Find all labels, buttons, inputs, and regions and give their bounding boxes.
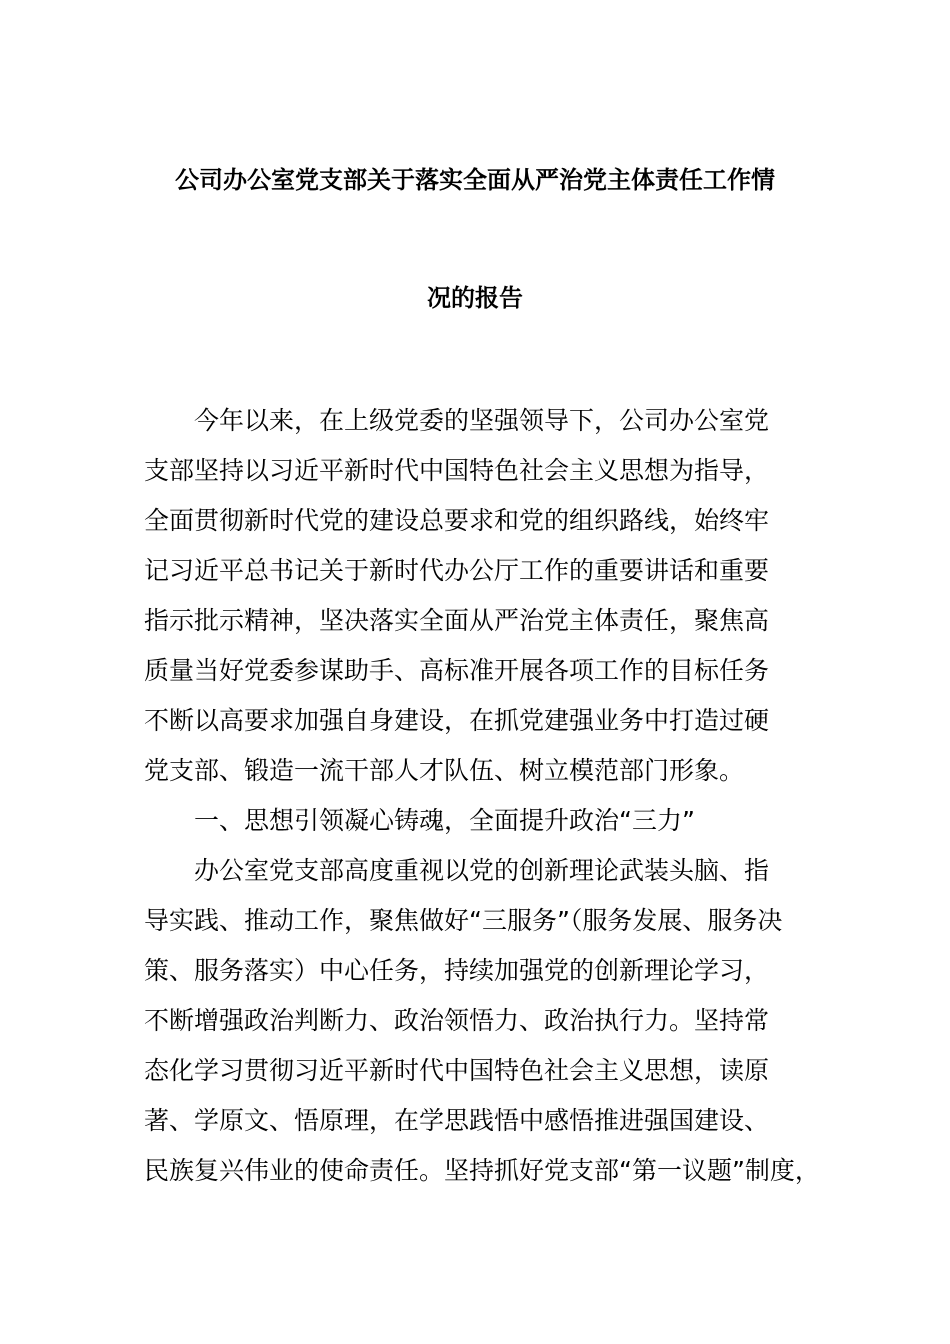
body-text-line: 全面贯彻新时代党的建设总要求和党的组织路线，始终牢 bbox=[144, 506, 770, 535]
body-text-line: 策、服务落实）中心任务，持续加强党的创新理论学习， bbox=[144, 956, 770, 985]
body-text-line: 民族复兴伟业的使命责任。坚持抓好党支部“第一议题”制度， bbox=[144, 1156, 820, 1185]
body-text-line: 导实践、推动工作，聚焦做好“三服务”（服务发展、服务决 bbox=[144, 906, 783, 935]
body-text-line: 办公室党支部高度重视以党的创新理论武装头脑、指 bbox=[144, 856, 770, 885]
body-text-line: 态化学习贯彻习近平新时代中国特色社会主义思想，读原 bbox=[144, 1056, 770, 1085]
body-text-line: 质量当好党委参谋助手、高标准开展各项工作的目标任务 bbox=[144, 656, 770, 685]
body-text-line: 指示批示精神，坚决落实全面从严治党主体责任，聚焦高 bbox=[144, 606, 770, 635]
body-text-line: 不断增强政治判断力、政治领悟力、政治执行力。坚持常 bbox=[144, 1006, 770, 1035]
section-heading: 一、思想引领凝心铸魂，全面提升政治“三力” bbox=[144, 806, 695, 835]
body-text-line: 今年以来，在上级党委的坚强领导下，公司办公室党 bbox=[144, 406, 770, 435]
body-text-line: 党支部、锻造一流干部人才队伍、树立模范部门形象。 bbox=[144, 756, 745, 785]
body-text-line: 支部坚持以习近平新时代中国特色社会主义思想为指导， bbox=[144, 456, 770, 485]
document-title-line-2: 况的报告 bbox=[427, 284, 523, 312]
body-text-line: 记习近平总书记关于新时代办公厅工作的重要讲话和重要 bbox=[144, 556, 770, 585]
document-title-line-1: 公司办公室党支部关于落实全面从严治党主体责任工作情 bbox=[175, 166, 775, 194]
body-text-line: 不断以高要求加强自身建设，在抓党建强业务中打造过硬 bbox=[144, 706, 770, 735]
body-text-line: 著、学原文、悟原理，在学思践悟中感悟推进强国建设、 bbox=[144, 1106, 770, 1135]
